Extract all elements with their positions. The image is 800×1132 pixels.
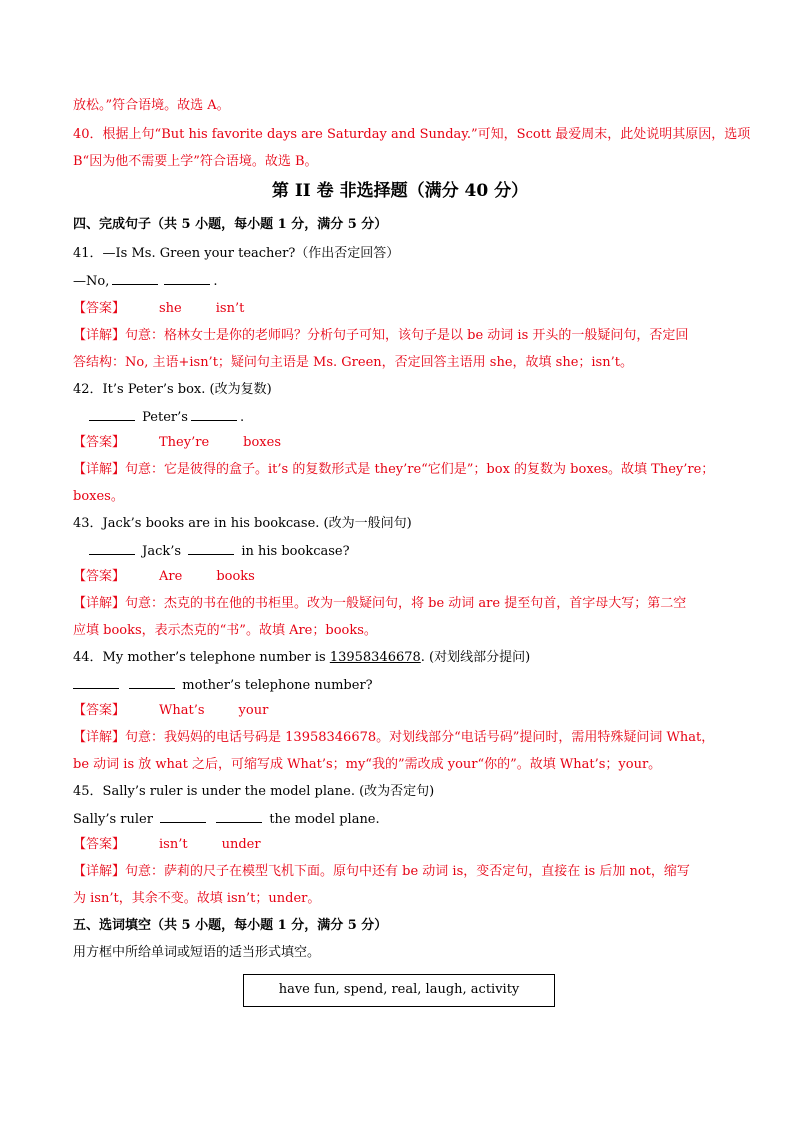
section-title: 第 II 卷 非选择题（满分 40 分）	[271, 181, 529, 201]
q43-question: 43．Jack’s books are in his bookcase. (改为一般问句)	[73, 516, 412, 531]
detail-tag: 【详解】	[73, 596, 126, 611]
previous-explanation-end: 放松。”符合语境。故选 A。	[73, 98, 230, 113]
q44-answer-2: your	[238, 703, 269, 718]
q41-prompt-suffix: .	[213, 274, 218, 289]
q41-answer	[73, 300, 244, 318]
detail-tag: 【详解】	[73, 730, 126, 745]
q44-underlined-number: 13958346678	[329, 650, 421, 665]
q43-prompt	[86, 542, 350, 561]
q43-prompt-middle: Jack’s	[142, 544, 182, 559]
q45-answer-2: under	[221, 837, 261, 852]
answer-tag: 【答案】	[73, 301, 126, 316]
detail-tag: 【详解】	[73, 462, 126, 477]
q45-answer-1: isn’t	[159, 837, 188, 852]
answer-blank	[89, 408, 135, 421]
q42-question: 42．It’s Peter’s box. (改为复数)	[73, 382, 272, 397]
answer-tag: 【答案】	[73, 837, 126, 852]
q44-detail-text1: 句意：我妈妈的电话号码是 13958346678。对划线部分“电话号码”提问时，需用特殊疑问词 What，	[125, 730, 715, 745]
q45-detail-text1: 句意：萨莉的尺子在模型飞机下面。原句中还有 be 动词 is，变否定句，直接在 is 后加 not，缩写	[125, 864, 690, 879]
q41-detail-text1: 句意：格林女士是你的老师吗？分析句子可知，该句子是以 be 动词 is 开头的一般疑问句，否定回	[125, 328, 689, 343]
q44-detail-line1	[73, 729, 714, 747]
q44-question-prefix: 44．My mother’s telephone number is	[73, 650, 330, 665]
q45-prompt-prefix: Sally’s ruler	[73, 812, 153, 827]
answer-blank	[89, 542, 135, 555]
answer-tag: 【答案】	[73, 703, 126, 718]
answer-tag: 【答案】	[73, 435, 126, 450]
answer-tag: 【答案】	[73, 569, 126, 584]
q45-prompt-suffix: the model plane.	[269, 812, 380, 827]
q41-answer-2: isn’t	[215, 301, 245, 316]
q45-detail-line1	[73, 863, 690, 881]
answer-blank	[216, 810, 262, 823]
q42-detail-line2: boxes。	[73, 489, 124, 504]
q43-answer-1: Are	[159, 569, 183, 584]
q44-prompt-suffix: mother’s telephone number?	[182, 678, 373, 693]
answer-blank	[73, 676, 119, 689]
q40-explanation-line2: B“因为他不需要上学”符合语境。故选 B。	[73, 154, 318, 169]
answer-blank	[129, 676, 175, 689]
q41-answer-1: she	[159, 301, 182, 316]
q42-prompt-middle: Peter’s	[142, 410, 188, 425]
q45-detail-line2: 为 isn’t，其余不变。故填 isn’t；under。	[73, 891, 321, 906]
q42-answer-2: boxes	[243, 435, 281, 450]
answer-blank	[112, 272, 158, 285]
q43-detail-line1	[73, 595, 686, 613]
part4-heading: 四、完成句子（共 5 小题，每小题 1 分，满分 5 分）	[73, 217, 388, 232]
detail-tag: 【详解】	[73, 864, 126, 879]
q42-detail-line1	[73, 461, 714, 479]
answer-blank	[160, 810, 206, 823]
q41-detail-line2: 答结构：No, 主语+isn’t；疑问句主语是 Ms. Green，否定回答主语用 she，故填 she；isn’t。	[73, 355, 633, 370]
q44-question	[73, 649, 530, 667]
q41-prompt	[73, 272, 217, 291]
q44-prompt	[73, 676, 373, 695]
q40-explanation-line1: 40．根据上句“But his favorite days are Saturday and Sunday.”可知，Scott 最爱周末，此处说明其原因，选项	[73, 127, 751, 142]
q41-detail-line1	[73, 327, 688, 345]
q44-detail-line2: be 动词 is 放 what 之后，可缩写成 What’s；my“我的”需改成 your“你的”。故填 What’s；your。	[73, 757, 662, 772]
detail-tag: 【详解】	[73, 328, 126, 343]
q43-answer-2: books	[216, 569, 255, 584]
q43-prompt-suffix: in his bookcase?	[241, 544, 350, 559]
answer-blank	[191, 408, 237, 421]
part5-heading: 五、选词填空（共 5 小题，每小题 1 分，满分 5 分）	[73, 918, 388, 933]
q42-answer-1: They’re	[159, 435, 210, 450]
part5-instruction: 用方框中所给单词或短语的适当形式填空。	[73, 945, 321, 960]
q45-question: 45．Sally’s ruler is under the model plane. (改为否定句)	[73, 784, 435, 799]
answer-blank	[164, 272, 210, 285]
q45-prompt	[73, 810, 380, 829]
q41-prompt-prefix: —No,	[73, 274, 110, 289]
q44-answer-1: What’s	[159, 703, 205, 718]
q45-answer	[73, 836, 261, 854]
answer-blank	[188, 542, 234, 555]
q43-answer	[73, 568, 255, 586]
q44-answer	[73, 702, 268, 720]
word-box: have fun, spend, real, laugh, activity	[243, 974, 555, 1007]
q44-question-suffix: . (对划线部分提问)	[420, 650, 531, 665]
q43-detail-line2: 应填 books，表示杰克的“书”。故填 Are；books。	[73, 623, 377, 638]
q43-detail-text1: 句意：杰克的书在他的书柜里。改为一般疑问句，将 be 动词 are 提至句首，首字母大写；第二空	[125, 596, 687, 611]
q42-answer	[73, 434, 281, 452]
q42-prompt	[86, 408, 244, 427]
q41-question: 41．—Is Ms. Green your teacher?（作出否定回答）	[73, 246, 400, 261]
q42-detail-text1: 句意：它是彼得的盒子。it’s 的复数形式是 they’re“它们是”；box 的复数为 boxes。故填 They’re；	[125, 462, 715, 477]
q42-prompt-suffix: .	[239, 410, 245, 425]
